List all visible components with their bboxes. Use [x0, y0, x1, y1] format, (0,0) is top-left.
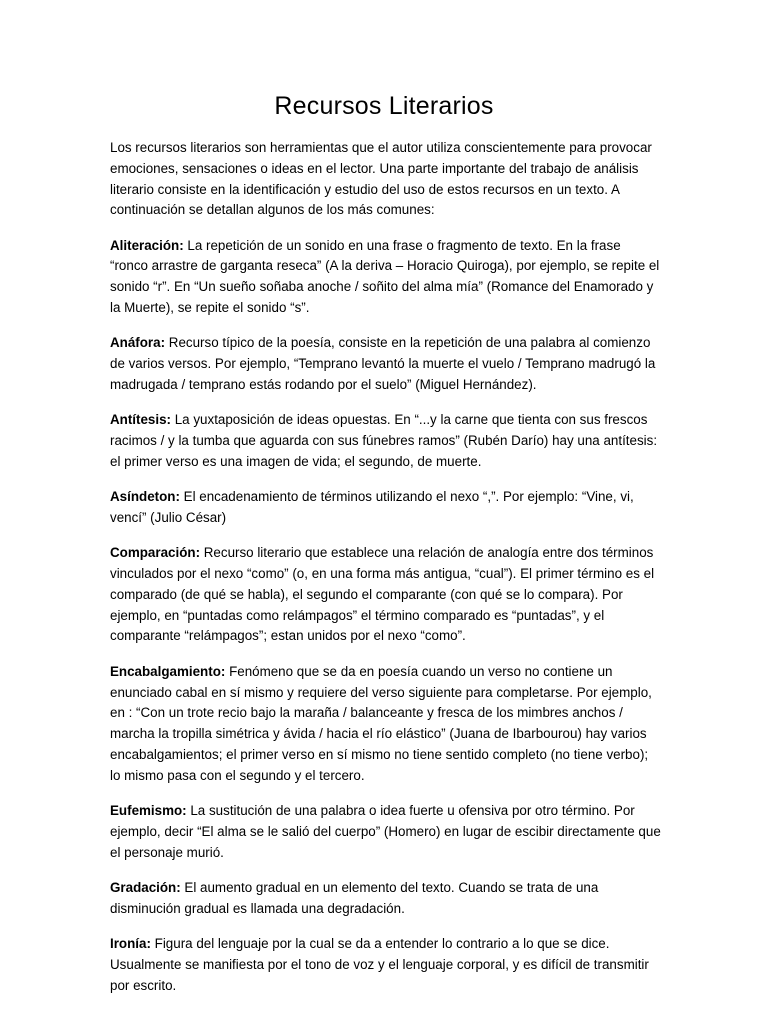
- entry-definition: El aumento gradual en un elemento del texto. Cuando se trata de una disminución gradual es llamada una degradación.: [110, 879, 599, 916]
- intro-paragraph: Los recursos literarios son herramientas que el autor utiliza conscientemente para provocar emociones, sensaciones o ideas en el lector. Una parte importante del trabajo de análisis literario consiste en la identificación y estudio del uso de estos recursos en un texto. A continuación se detallan algunos de los más comunes:: [110, 140, 652, 218]
- entry-definition: La repetición de un sonido en una frase o fragmento de texto. En la frase “ronco arrastre de garganta reseca” (A la deriva – Horacio Quiroga), por ejemplo, se repite el sonido “r”. En “Un sueño soñaba anoche / soñito del alma mía” (Romance del Enamorado y la Muerte), se repite el sonido “s”.: [110, 237, 660, 316]
- entry-definition: La yuxtaposición de ideas opuestas. En “...y la carne que tienta con sus frescos racimos / y la tumba que aguarda con sus fúnebres ramos” (Rubén Darío) hay una antítesis: el primer verso es una imagen de vida; el segundo, de muerte.: [110, 412, 658, 469]
- entry-term: Encabalgamiento:: [110, 663, 226, 679]
- entry-definition: Recurso literario que establece una relación de analogía entre dos términos vinculados por el nexo “como” (o, en una forma más antigua, “cual”). El primer término es el comparado (de qué se habla), el segundo el comparante (con qué se lo compara). Por ejemplo, en “puntadas como relámpagos” el término comparado es “puntadas”, y el comparante “relámpagos”; estan unidos por el nexo “como”.: [110, 545, 655, 644]
- entry-comparacion: [110, 543, 662, 647]
- entry-definition: Recurso típico de la poesía, consiste en la repetición de una palabra al comienzo de varios versos. Por ejemplo, “Temprano levantó la muerte el vuelo / Temprano madrugó la madrugada / temprano estás rodando por el suelo” (Miguel Hernández).: [110, 335, 656, 392]
- entry-term: Anáfora:: [110, 335, 166, 351]
- document-body: [110, 138, 662, 1011]
- entry-term: Comparación:: [110, 545, 201, 561]
- entry-term: Gradación:: [110, 879, 181, 895]
- entry-term: Asíndeton:: [110, 489, 180, 505]
- entry-ironia: [110, 934, 662, 996]
- entry-definition: El encadenamiento de términos utilizando el nexo “,”. Por ejemplo: “Vine, vi, vencí” (Julio César): [110, 489, 634, 525]
- entry-term: Eufemismo:: [110, 803, 187, 819]
- entry-definition: Figura del lenguaje por la cual se da a entender lo contrario a lo que se dice. Usualmente se manifiesta por el tono de voz y el lenguaje corporal, y es difícil de transmitir por escrito.: [110, 936, 649, 993]
- entry-definition: La sustitución de una palabra o idea fuerte u ofensiva por otro término. Por ejemplo, decir “El alma se le salió del cuerpo” (Homero) en lugar de escibir directamente que el personaje murió.: [110, 803, 661, 860]
- entry-eufemismo: [110, 801, 662, 863]
- entry-encabalgamiento: [110, 662, 662, 787]
- entry-definition: Fenómeno que se da en poesía cuando un verso no contiene un enunciado cabal en sí mismo y requiere del verso siguiente para completarse. Por ejemplo, en : “Con un trote recio bajo la maraña / balanceante y fresca de los mimbres anchos / marcha la tropilla simétrica y ávida / hacia el río elástico” (Juana de Ibarbourou) hay varios encabalgamientos; el primer verso en sí mismo no tiene sentido completo (no tiene verbo); lo mismo pasa con el segundo y el tercero.: [110, 663, 652, 783]
- entry-gradacion: [110, 878, 662, 920]
- entry-anafora: [110, 333, 662, 395]
- entry-term: Antítesis:: [110, 412, 172, 428]
- entry-term: Ironía:: [110, 936, 151, 951]
- entry-asindeton: [110, 487, 662, 529]
- entry-antitesis: [110, 410, 662, 472]
- entry-aliteracion: [110, 236, 662, 319]
- entry-term: Aliteración:: [110, 237, 184, 253]
- page-title: Recursos Literarios: [274, 92, 494, 120]
